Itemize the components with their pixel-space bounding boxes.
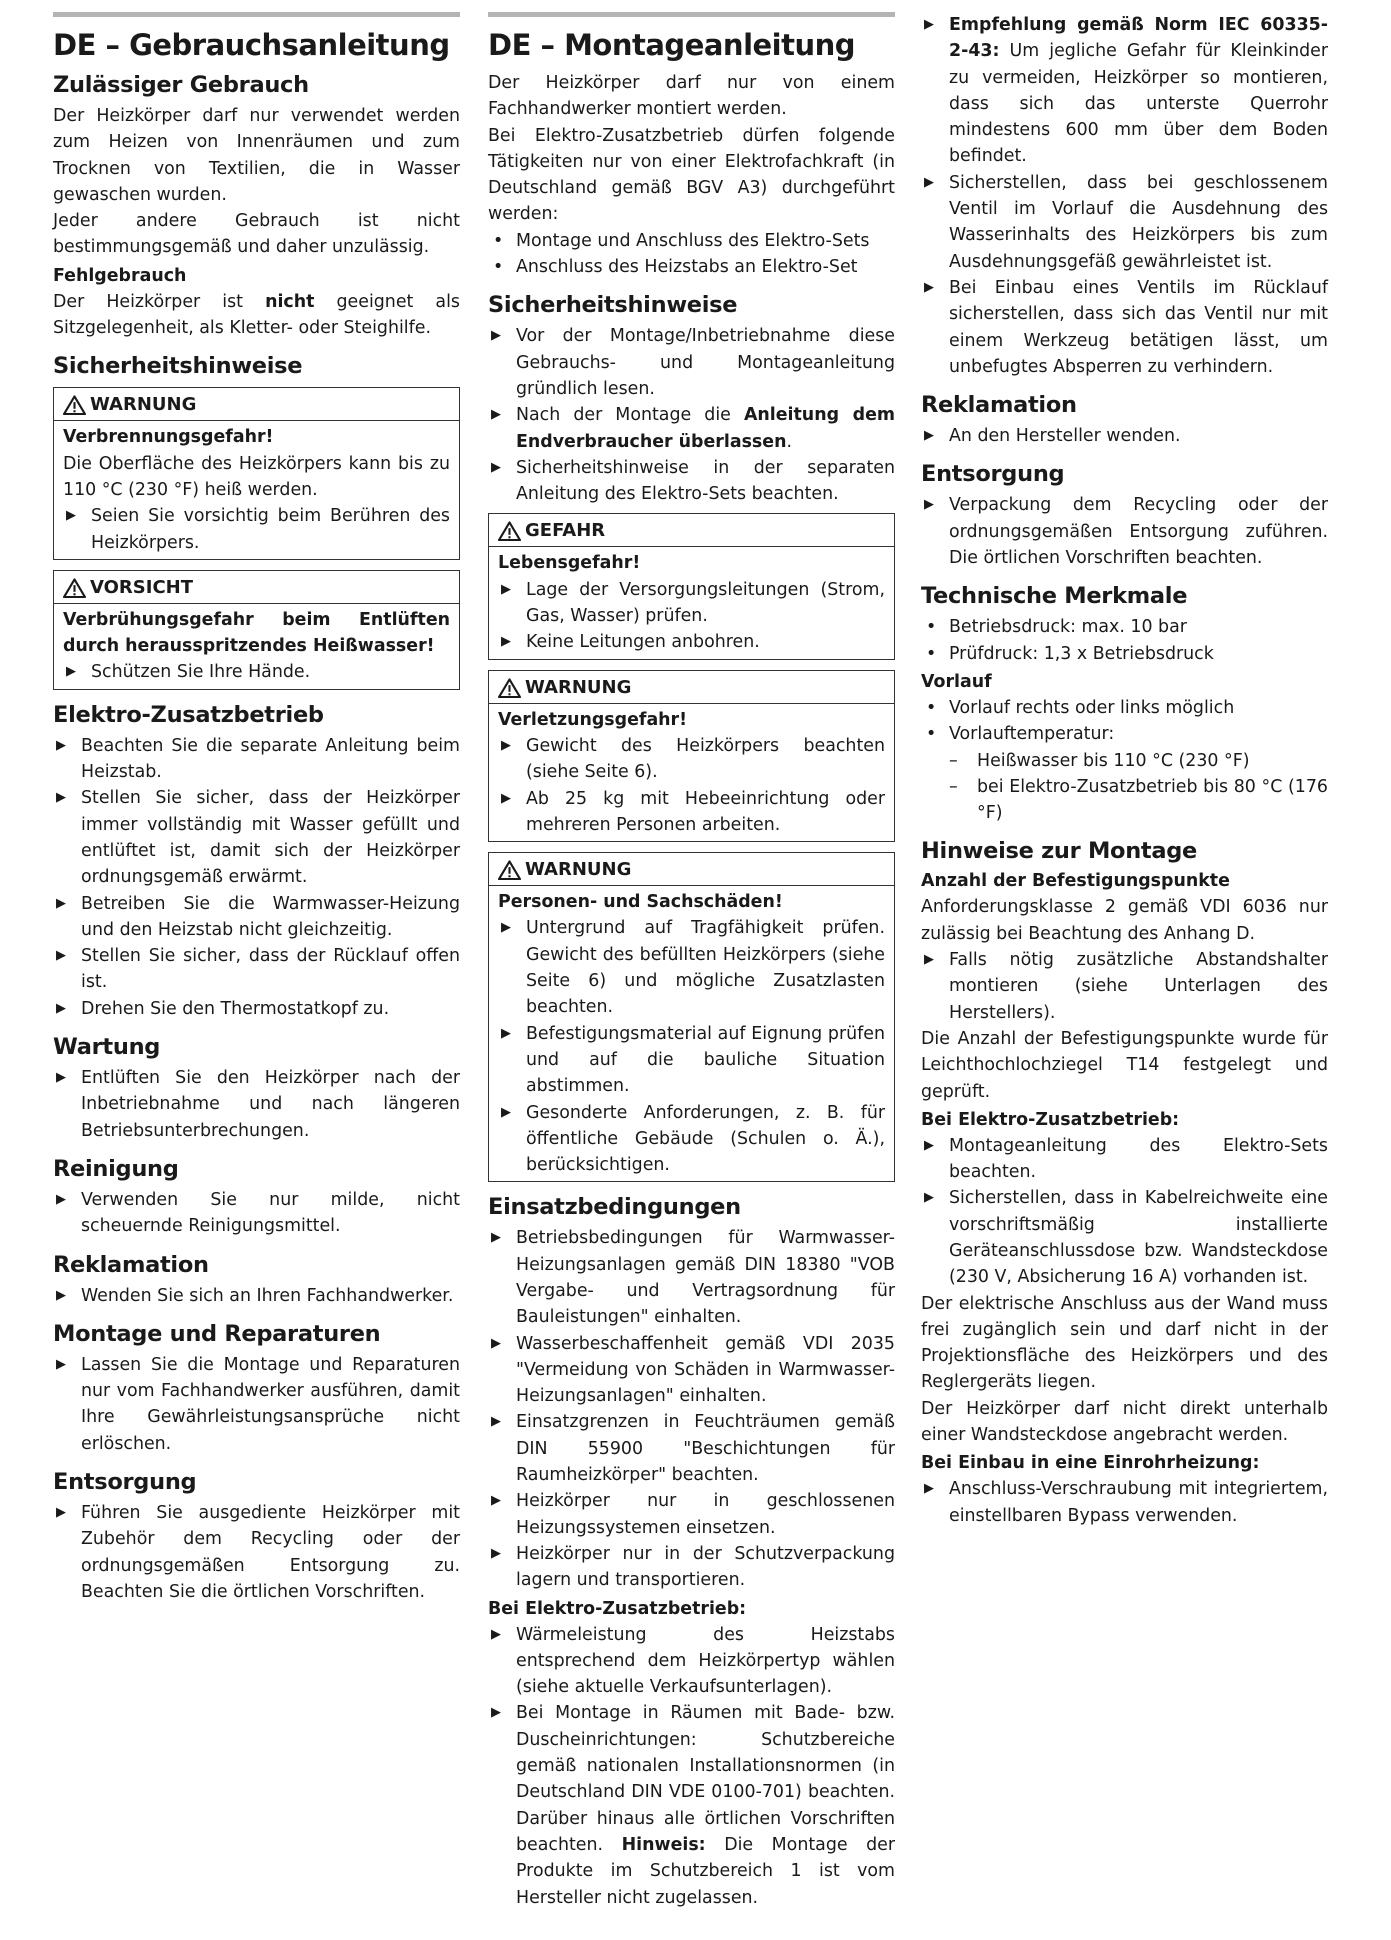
warning-box-burn [53,387,460,559]
elektro-conditions-list [488,1622,895,1911]
hinweise-text: Anforderungsklasse 2 gemäß VDI 6036 nur zulässig bei Beachtung des Anhang D. [921,897,1328,944]
danger-box [488,513,895,659]
warning-triangle-icon [498,521,521,541]
list-item: ▶ Sicherstellen, dass in Kabelreichweite eine vorschriftsmäßig installierte Geräteanschlussdose bzw. Wandsteckdose (230 V, Absicherung 16 A) vorhanden ist. [921,1185,1328,1290]
list-item: • Vorlauf rechts oder links möglich [921,695,1328,721]
list-item: ▶ Beachten Sie die separate Anleitung beim Heizstab. [53,733,460,786]
reklamation-heading: Reklamation [53,1251,209,1278]
temperature-list [921,748,1328,827]
intro-list [488,228,895,281]
intro-text: Der Heizkörper darf nur von einem Fachhandwerker montiert werden. [488,73,895,120]
vorlauf-list [921,695,1328,748]
list-item: ▶ Keine Leitungen anbohren. [498,629,885,655]
vorlauf-subheading: Vorlauf [921,671,992,692]
list-item: ▶ Montageanleitung des Elektro-Sets beachten. [921,1133,1328,1186]
intro-elektro-text: Bei Elektro-Zusatzbetrieb dürfen folgende Tätigkeiten nur von einer Elektrofachkraft (in Deutschland gemäß BGV A3) durchgeführt werden: [488,125,895,225]
list-item: ▶ Nach der Montage die Anleitung dem Endverbraucher überlassen. [488,402,895,455]
montage-continued-list [921,12,1328,380]
montage-reparaturen-heading: Montage und Reparaturen [53,1320,381,1347]
list-item: ▶ Vor der Montage/Inbetriebnahme diese Gebrauchs- und Montageanleitung gründlich lesen. [488,323,895,402]
list-item: – bei Elektro-Zusatzbetrieb bis 80 °C (176 °F) [921,774,1328,827]
list-item: ▶ Befestigungsmaterial auf Eignung prüfen und auf die bauliche Situation abstimmen. [498,1021,885,1100]
list-item: ▶ Lassen Sie die Montage und Reparaturen nur vom Fachhandwerker ausführen, damit Ihre Gewährleistungsansprüche nicht erlöschen. [53,1352,460,1457]
technische-merkmale-heading: Technische Merkmale [921,583,1188,610]
list-item: • Prüfdruck: 1,3 x Betriebsdruck [921,641,1328,667]
box-label: WARNUNG [525,676,632,698]
list-item: ▶ Wärmeleistung des Heizstabs entsprechend dem Heizkörpertyp wählen (siehe aktuelle Verkaufsunterlagen). [488,1622,895,1701]
einrohrheizung-subheading: Bei Einbau in eine Einrohrheizung: [921,1453,1260,1474]
fehlgebrauch-text: Der Heizkörper ist nicht geeignet als Sitzgelegenheit, als Kletter- oder Steighilfe. [53,291,460,339]
entsorgung-heading: Entsorgung [53,1468,197,1495]
caution-box-scald [53,570,460,690]
box-label: WARNUNG [90,394,197,416]
befestigungspunkte-subheading: Anzahl der Befestigungspunkte [921,871,1230,892]
list-item: ▶ Führen Sie ausgediente Heizkörper mit Zubehör dem Recycling oder der ordnungsgemäßen Entsorgung zu. Beachten Sie die örtlichen Vorschriften. [53,1500,460,1605]
usage-note: Jeder andere Gebrauch ist nicht bestimmungsgemäß und daher unzulässig. [53,211,460,258]
list-item: ▶ Anschluss-Verschraubung mit integriertem, einstellbaren Bypass verwenden. [921,1476,1328,1529]
list-item: ▶ Stellen Sie sicher, dass der Heizkörper immer vollständig mit Wasser gefüllt und entlüftet ist, damit sich der Heizkörper ordnungsgemäß erwärmt. [53,785,460,890]
list-item: • Betriebsdruck: max. 10 bar [921,614,1328,640]
list-item: ▶ Betreiben Sie die Warmwasser-Heizung und den Heizstab nicht gleichzeitig. [53,891,460,944]
elektro-subheading: Bei Elektro-Zusatzbetrieb: [488,1598,747,1619]
box-text: Die Oberfläche des Heizkörpers kann bis zu 110 °C (230 °F) heiß werden. [63,453,450,500]
technik-list [921,614,1328,667]
box-title: Personen- und Sachschäden! [498,892,783,913]
list-item: ▶ Drehen Sie den Thermostatkopf zu. [53,996,460,1022]
list-item: ▶ Schützen Sie Ihre Hände. [63,659,450,685]
list-item: ▶ Lage der Versorgungsleitungen (Strom, Gas, Wasser) prüfen. [498,577,885,630]
list-item: ▶ Empfehlung gemäß Norm IEC 60335-2-43: Um jegliche Gefahr für Kleinkinder zu vermeiden, Heizkörper so montieren, dass sich das unterste Querrohr mindestens 600 mm über dem Boden befindet. [921,12,1328,170]
column-montageanleitung [488,12,895,1911]
entsorgung-heading: Entsorgung [921,461,1065,488]
list-item: ▶ Verpackung dem Recycling oder der ordnungsgemäßen Entsorgung zuführen. Die örtlichen Vorschriften beachten. [921,492,1328,571]
box-label: VORSICHT [90,576,193,598]
list-item: ▶ Wenden Sie sich an Ihren Fachhandwerker. [53,1283,460,1309]
list-item: ▶ Stellen Sie sicher, dass der Rücklauf offen ist. [53,943,460,996]
usage-text: Der Heizkörper darf nur verwendet werden zum Heizen von Innenräumen und zum Trocknen von Textilien, die in Wasser gewaschen wurden. [53,106,460,205]
hinweise-montage-heading: Hinweise zur Montage [921,838,1198,865]
list-item: ▶ Bei Montage in Räumen mit Bade- bzw. Duscheinrichtungen: Schutzbereiche gemäß nationalen Installationsnormen (in Deutschland DIN VDE 0100-701) beachten. Darüber hinaus alle örtlichen Vorschriften beachten. Hinweis: Die Montage der Produkte im Schutzbereich 1 ist vom Hersteller nicht zugelassen. [488,1700,895,1910]
reklamation-heading: Reklamation [921,392,1077,419]
elektro-hinweise-list [921,1133,1328,1291]
box-label: WARNUNG [525,859,632,881]
list-item: • Montage und Anschluss des Elektro-Sets [488,228,895,254]
box-label: GEFAHR [525,520,606,542]
list-item: ▶ Seien Sie vorsichtig beim Berühren des Heizkörpers. [63,503,450,556]
list-item: ▶ Einsatzgrenzen in Feuchträumen gemäß DIN 55900 "Beschichtungen für Raumheizkörper" beachten. [488,1409,895,1488]
elektro-subheading: Bei Elektro-Zusatzbetrieb: [921,1109,1180,1130]
list-item: – Heißwasser bis 110 °C (230 °F) [921,748,1328,774]
list-item: ▶ Heizkörper nur in geschlossenen Heizungssystemen einsetzen. [488,1488,895,1541]
list-item: ▶ Sicherstellen, dass bei geschlossenem Ventil im Vorlauf die Ausdehnung des Wasserinhalts des Heizkörpers bis zum Ausdehnungsgefäß gewährleistet ist. [921,170,1328,275]
fehlgebrauch-heading: Fehlgebrauch [53,265,187,286]
list-item: ▶ Bei Einbau eines Ventils im Rücklauf sicherstellen, dass sich das Ventil nur mit einem Werkzeug betätigen lässt, um unbefugtes Absperren zu verhindern. [921,275,1328,380]
column-gebrauchsanleitung [53,12,460,1605]
box-title: Verbrühungsgefahr beim Entlüften durch herausspritzendes Heißwasser! [63,609,450,657]
column-montage-continued [921,12,1328,1529]
warning-box-injury [488,670,895,842]
list-item: ▶ Gesonderte Anforderungen, z. B. für öffentliche Gebäude (Schulen o. Ä.), berücksichtigen. [498,1100,885,1179]
list-item: ▶ Betriebsbedingungen für Warmwasser-Heizungsanlagen gemäß DIN 18380 "VOB Vergabe- und Vertragsordnung für Bauleistungen" einhalten. [488,1225,895,1330]
list-item: ▶ Verwenden Sie nur milde, nicht scheuernde Reinigungsmittel. [53,1187,460,1240]
warning-triangle-icon [498,860,521,880]
einsatz-list [488,1225,895,1593]
box-title: Verletzungsgefahr! [498,709,688,730]
box-title: Verbrennungsgefahr! [63,427,274,448]
warning-triangle-icon [498,678,521,698]
list-item: ▶ Sicherheitshinweise in der separaten Anleitung des Elektro-Sets beachten. [488,455,895,508]
warning-box-damage [488,852,895,1182]
list-item: • Anschluss des Heizstabs an Elektro-Set [488,254,895,280]
list-item: ▶ Wasserbeschaffenheit gemäß VDI 2035 "Vermeidung von Schäden in Warmwasser-Heizungsanlagen" einhalten. [488,1331,895,1410]
montageanleitung-title: DE – Montageanleitung [488,28,856,62]
list-item: ▶ Heizkörper nur in der Schutzverpackung lagern und transportieren. [488,1541,895,1594]
list-item: ▶ Gewicht des Heizkörpers beachten (siehe Seite 6). [498,733,885,786]
sicherheitshinweise-heading: Sicherheitshinweise [488,292,738,319]
warning-triangle-icon [63,395,86,415]
list-item: ▶ Falls nötig zusätzliche Abstandshalter montieren (siehe Unterlagen des Herstellers). [921,947,1328,1026]
hinweise-text: Der elektrische Anschluss aus der Wand muss frei zugänglich sein und darf nicht in der Projektionsfläche des Heizkörpers und des Reglergeräts liegen. [921,1293,1328,1393]
list-item: ▶ Ab 25 kg mit Hebeeinrichtung oder mehreren Personen arbeiten. [498,786,885,839]
box-title: Lebensgefahr! [498,553,641,574]
warning-triangle-icon [63,578,86,598]
hinweise-text: Die Anzahl der Befestigungspunkte wurde für Leichthochlochziegel T14 festgelegt und geprüft. [921,1028,1328,1102]
list-item: ▶ An den Hersteller wenden. [921,423,1328,449]
elektro-heading: Elektro-Zusatzbetrieb [53,701,324,728]
einsatzbedingungen-heading: Einsatzbedingungen [488,1194,741,1221]
list-item: ▶ Entlüften Sie den Heizkörper nach der Inbetriebnahme und nach längeren Betriebsunterbrechungen. [53,1065,460,1144]
zulaessiger-gebrauch-heading: Zulässiger Gebrauch [53,72,309,98]
safety-list [488,323,895,507]
list-item: ▶ Untergrund auf Tragfähigkeit prüfen. Gewicht des befüllten Heizkörpers (siehe Seite 6) und mögliche Zusatzlasten beachten. [498,915,885,1020]
wartung-heading: Wartung [53,1034,161,1061]
column-rule [488,12,895,17]
hinweise-text: Der Heizkörper darf nicht direkt unterhalb einer Wandsteckdose angebracht werden. [921,1398,1328,1446]
elektro-list [53,733,460,1022]
column-rule [53,12,460,17]
gebrauchsanleitung-title: DE – Gebrauchsanleitung [53,28,450,62]
sicherheitshinweise-heading: Sicherheitshinweise [53,353,303,380]
reinigung-heading: Reinigung [53,1155,179,1182]
list-item: • Vorlauftemperatur: [921,721,1328,747]
